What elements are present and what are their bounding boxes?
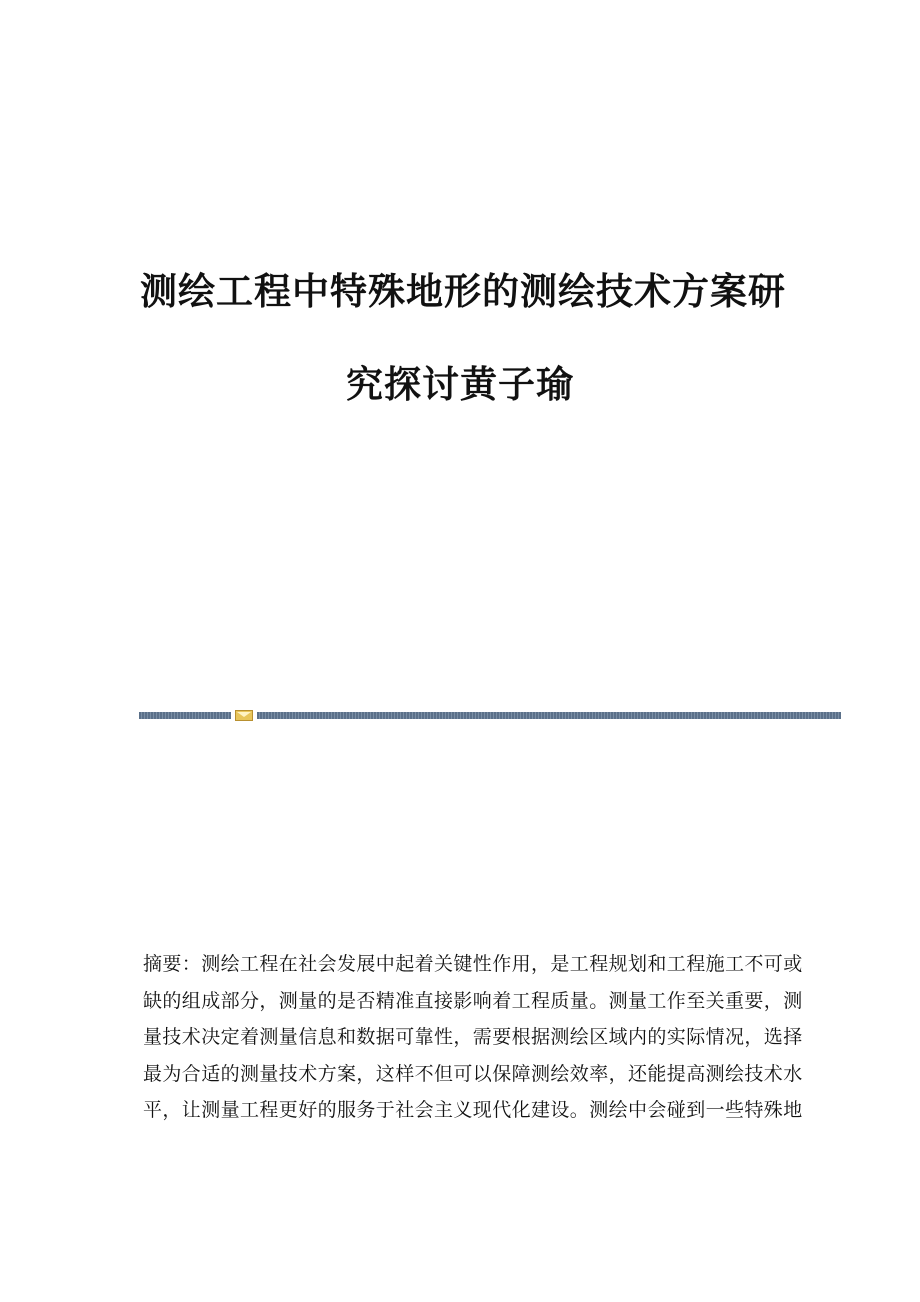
abstract-line: 摘要：测绘工程在社会发展中起着关键性作用，是工程规划和工程施工不可或 (143, 953, 803, 975)
envelope-ornament-icon (235, 710, 253, 721)
section-divider (139, 709, 841, 721)
abstract-line: 缺的组成部分，测量的是否精准直接影响着工程质量。测量工作至关重要，测 (143, 989, 803, 1012)
divider-bar-left (139, 712, 231, 719)
abstract-paragraph (143, 946, 803, 1129)
title-line-2: 究探讨黄子瑜 (346, 362, 574, 406)
divider-bar-right (257, 712, 841, 719)
abstract-line: 最为合适的测量技术方案，这样不但可以保障测绘效率，还能提高测绘技术水 (143, 1062, 803, 1085)
abstract-line: 平，让测量工程更好的服务于社会主义现代化建设。测绘中会碰到一些特殊地 (143, 1099, 803, 1122)
abstract-line: 量技术决定着测量信息和数据可靠性，需要根据测绘区域内的实际情况，选择 (143, 1026, 803, 1049)
title-line-1: 测绘工程中特殊地形的测绘技术方案研 (140, 269, 786, 313)
